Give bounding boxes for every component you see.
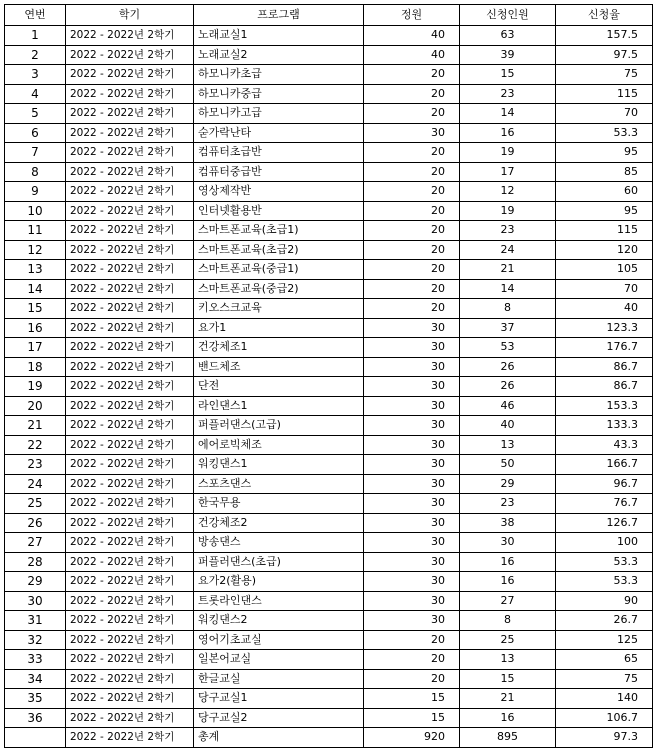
table-row [5,669,653,689]
table-row [5,513,653,533]
cell-capacity: 20 [364,65,460,85]
cell-no: 26 [5,513,66,533]
cell-term: 2022 - 2022년 2학기 [66,143,194,163]
cell-no: 3 [5,65,66,85]
cell-applicants: 15 [460,669,556,689]
cell-capacity: 20 [364,201,460,221]
cell-rate: 40 [556,299,653,319]
cell-rate: 123.3 [556,318,653,338]
cell-capacity: 15 [364,689,460,709]
cell-program: 노래교실2 [194,45,364,65]
cell-rate: 153.3 [556,396,653,416]
cell-capacity: 920 [364,728,460,748]
cell-capacity: 20 [364,669,460,689]
cell-capacity: 30 [364,416,460,436]
cell-program: 건강체조2 [194,513,364,533]
cell-term: 2022 - 2022년 2학기 [66,45,194,65]
cell-no: 8 [5,162,66,182]
cell-program: 퍼플러댄스(초급) [194,552,364,572]
cell-program: 스마트폰교육(초급2) [194,240,364,260]
cell-rate: 95 [556,143,653,163]
cell-program: 에어로빅체조 [194,435,364,455]
cell-program: 트롯라인댄스 [194,591,364,611]
header-no: 연번 [5,5,66,26]
cell-rate: 133.3 [556,416,653,436]
header-applicants: 신청인원 [460,5,556,26]
cell-term: 2022 - 2022년 2학기 [66,182,194,202]
cell-applicants: 19 [460,143,556,163]
cell-term: 2022 - 2022년 2학기 [66,591,194,611]
cell-program: 노래교실1 [194,26,364,46]
cell-term: 2022 - 2022년 2학기 [66,669,194,689]
cell-rate: 53.3 [556,572,653,592]
cell-capacity: 30 [364,513,460,533]
table-row [5,377,653,397]
enrollment-table [4,4,653,748]
cell-capacity: 30 [364,552,460,572]
cell-term: 2022 - 2022년 2학기 [66,357,194,377]
cell-applicants: 40 [460,416,556,436]
cell-rate: 125 [556,630,653,650]
cell-term: 2022 - 2022년 2학기 [66,513,194,533]
cell-rate: 60 [556,182,653,202]
cell-program: 당구교실1 [194,689,364,709]
table-row [5,318,653,338]
cell-capacity: 20 [364,84,460,104]
cell-no: 28 [5,552,66,572]
cell-rate: 90 [556,591,653,611]
cell-no: 17 [5,338,66,358]
cell-applicants: 16 [460,123,556,143]
table-row [5,494,653,514]
table-row [5,591,653,611]
cell-capacity: 20 [364,104,460,124]
cell-applicants: 16 [460,708,556,728]
cell-applicants: 14 [460,104,556,124]
cell-program: 일본어교실 [194,650,364,670]
cell-program: 인터넷활용반 [194,201,364,221]
cell-term: 2022 - 2022년 2학기 [66,630,194,650]
cell-rate: 65 [556,650,653,670]
cell-term: 2022 - 2022년 2학기 [66,162,194,182]
cell-term: 2022 - 2022년 2학기 [66,240,194,260]
cell-rate: 106.7 [556,708,653,728]
table-row [5,572,653,592]
cell-applicants: 23 [460,221,556,241]
cell-no: 12 [5,240,66,260]
table-row [5,611,653,631]
cell-program: 방송댄스 [194,533,364,553]
cell-no: 25 [5,494,66,514]
cell-no: 23 [5,455,66,475]
cell-capacity: 40 [364,26,460,46]
cell-capacity: 20 [364,260,460,280]
cell-term: 2022 - 2022년 2학기 [66,318,194,338]
cell-applicants: 30 [460,533,556,553]
cell-term: 2022 - 2022년 2학기 [66,572,194,592]
cell-program: 하모니카중급 [194,84,364,104]
table-row [5,338,653,358]
cell-no: 24 [5,474,66,494]
cell-applicants: 895 [460,728,556,748]
cell-applicants: 25 [460,630,556,650]
cell-program: 하모니카초급 [194,65,364,85]
cell-rate: 97.5 [556,45,653,65]
cell-no: 9 [5,182,66,202]
table-row [5,240,653,260]
cell-term: 2022 - 2022년 2학기 [66,279,194,299]
cell-program: 스마트폰교육(초급1) [194,221,364,241]
cell-program: 컴퓨터초급반 [194,143,364,163]
cell-capacity: 20 [364,279,460,299]
table-row [5,260,653,280]
cell-applicants: 13 [460,435,556,455]
cell-program: 하모니카고급 [194,104,364,124]
cell-term: 2022 - 2022년 2학기 [66,435,194,455]
cell-capacity: 20 [364,630,460,650]
cell-rate: 53.3 [556,552,653,572]
cell-no: 31 [5,611,66,631]
cell-term: 2022 - 2022년 2학기 [66,455,194,475]
table-row [5,533,653,553]
cell-term: 2022 - 2022년 2학기 [66,689,194,709]
cell-capacity: 20 [364,143,460,163]
cell-program: 숟가락난타 [194,123,364,143]
cell-rate: 120 [556,240,653,260]
cell-applicants: 16 [460,572,556,592]
cell-rate: 96.7 [556,474,653,494]
cell-applicants: 17 [460,162,556,182]
cell-no: 16 [5,318,66,338]
cell-applicants: 46 [460,396,556,416]
cell-term: 2022 - 2022년 2학기 [66,104,194,124]
cell-no: 34 [5,669,66,689]
cell-program: 한글교실 [194,669,364,689]
table-row [5,201,653,221]
cell-capacity: 20 [364,221,460,241]
cell-capacity: 30 [364,611,460,631]
cell-applicants: 50 [460,455,556,475]
cell-no: 35 [5,689,66,709]
cell-no: 6 [5,123,66,143]
cell-program: 건강체조1 [194,338,364,358]
cell-term: 2022 - 2022년 2학기 [66,123,194,143]
cell-no: 21 [5,416,66,436]
cell-applicants: 8 [460,611,556,631]
table-row [5,84,653,104]
table-row [5,65,653,85]
cell-rate: 95 [556,201,653,221]
cell-program: 단전 [194,377,364,397]
cell-applicants: 29 [460,474,556,494]
cell-capacity: 20 [364,240,460,260]
table-row [5,396,653,416]
cell-term: 2022 - 2022년 2학기 [66,26,194,46]
cell-no: 32 [5,630,66,650]
cell-rate: 105 [556,260,653,280]
cell-applicants: 13 [460,650,556,670]
cell-term: 2022 - 2022년 2학기 [66,221,194,241]
cell-applicants: 14 [460,279,556,299]
cell-no: 19 [5,377,66,397]
cell-term: 2022 - 2022년 2학기 [66,396,194,416]
cell-term: 2022 - 2022년 2학기 [66,377,194,397]
cell-rate: 115 [556,84,653,104]
cell-rate: 97.3 [556,728,653,748]
cell-rate: 100 [556,533,653,553]
cell-capacity: 40 [364,45,460,65]
cell-capacity: 30 [364,377,460,397]
cell-applicants: 26 [460,357,556,377]
cell-program: 퍼플러댄스(고급) [194,416,364,436]
cell-program: 영어기초교실 [194,630,364,650]
cell-term: 2022 - 2022년 2학기 [66,338,194,358]
header-term: 학기 [66,5,194,26]
cell-no: 30 [5,591,66,611]
cell-term: 2022 - 2022년 2학기 [66,474,194,494]
cell-rate: 75 [556,65,653,85]
table-row [5,650,653,670]
cell-rate: 26.7 [556,611,653,631]
table-row [5,162,653,182]
table-row [5,104,653,124]
cell-applicants: 37 [460,318,556,338]
cell-applicants: 53 [460,338,556,358]
cell-applicants: 15 [460,65,556,85]
cell-rate: 86.7 [556,357,653,377]
cell-applicants: 63 [460,26,556,46]
cell-capacity: 30 [364,494,460,514]
cell-program: 한국무용 [194,494,364,514]
cell-program: 스포츠댄스 [194,474,364,494]
table-row [5,416,653,436]
cell-capacity: 15 [364,708,460,728]
cell-capacity: 20 [364,182,460,202]
table-row [5,689,653,709]
cell-rate: 75 [556,669,653,689]
cell-no: 13 [5,260,66,280]
cell-no: 33 [5,650,66,670]
cell-term: 2022 - 2022년 2학기 [66,728,194,748]
table-row [5,279,653,299]
cell-term: 2022 - 2022년 2학기 [66,416,194,436]
cell-capacity: 30 [364,455,460,475]
cell-capacity: 30 [364,338,460,358]
cell-term: 2022 - 2022년 2학기 [66,201,194,221]
cell-term: 2022 - 2022년 2학기 [66,260,194,280]
cell-no: 1 [5,26,66,46]
cell-program: 당구교실2 [194,708,364,728]
cell-capacity: 30 [364,533,460,553]
table-row [5,552,653,572]
cell-program: 워킹댄스2 [194,611,364,631]
table-row [5,123,653,143]
cell-no: 36 [5,708,66,728]
cell-capacity: 30 [364,396,460,416]
cell-rate: 157.5 [556,26,653,46]
cell-capacity: 30 [364,591,460,611]
cell-no: 18 [5,357,66,377]
cell-term: 2022 - 2022년 2학기 [66,552,194,572]
cell-capacity: 30 [364,572,460,592]
table-row [5,435,653,455]
table-row [5,26,653,46]
cell-rate: 86.7 [556,377,653,397]
table-row [5,299,653,319]
cell-capacity: 30 [364,357,460,377]
cell-program: 키오스크교육 [194,299,364,319]
cell-no: 7 [5,143,66,163]
table-row [5,221,653,241]
cell-rate: 176.7 [556,338,653,358]
table-row [5,143,653,163]
cell-program: 요가2(활용) [194,572,364,592]
cell-applicants: 24 [460,240,556,260]
cell-applicants: 27 [460,591,556,611]
cell-rate: 43.3 [556,435,653,455]
cell-program: 스마트폰교육(중급1) [194,260,364,280]
cell-term: 2022 - 2022년 2학기 [66,650,194,670]
cell-rate: 76.7 [556,494,653,514]
cell-no: 22 [5,435,66,455]
cell-no: 29 [5,572,66,592]
cell-program: 영상제작반 [194,182,364,202]
cell-program: 라인댄스1 [194,396,364,416]
cell-capacity: 20 [364,650,460,670]
cell-capacity: 20 [364,299,460,319]
table-row [5,182,653,202]
cell-term: 2022 - 2022년 2학기 [66,299,194,319]
cell-applicants: 21 [460,260,556,280]
cell-term: 2022 - 2022년 2학기 [66,533,194,553]
cell-no: 20 [5,396,66,416]
header-rate: 신청율 [556,5,653,26]
cell-term: 2022 - 2022년 2학기 [66,494,194,514]
table-row [5,708,653,728]
cell-applicants: 23 [460,84,556,104]
header-row [5,5,653,26]
cell-rate: 140 [556,689,653,709]
header-program: 프로그램 [194,5,364,26]
cell-applicants: 39 [460,45,556,65]
cell-rate: 70 [556,104,653,124]
cell-rate: 70 [556,279,653,299]
cell-rate: 115 [556,221,653,241]
table-body [5,26,653,748]
table-row [5,474,653,494]
cell-no: 14 [5,279,66,299]
cell-program: 요가1 [194,318,364,338]
cell-program: 총계 [194,728,364,748]
cell-capacity: 30 [364,123,460,143]
cell-rate: 126.7 [556,513,653,533]
cell-capacity: 30 [364,435,460,455]
cell-applicants: 8 [460,299,556,319]
cell-capacity: 30 [364,318,460,338]
cell-program: 스마트폰교육(중급2) [194,279,364,299]
cell-term: 2022 - 2022년 2학기 [66,708,194,728]
header-capacity: 정원 [364,5,460,26]
cell-term: 2022 - 2022년 2학기 [66,611,194,631]
cell-no: 11 [5,221,66,241]
cell-applicants: 23 [460,494,556,514]
cell-no: 4 [5,84,66,104]
cell-capacity: 20 [364,162,460,182]
cell-rate: 53.3 [556,123,653,143]
cell-no: 27 [5,533,66,553]
cell-applicants: 21 [460,689,556,709]
cell-term: 2022 - 2022년 2학기 [66,65,194,85]
cell-capacity: 30 [364,474,460,494]
cell-no: 10 [5,201,66,221]
cell-rate: 166.7 [556,455,653,475]
cell-program: 컴퓨터중급반 [194,162,364,182]
cell-no: 2 [5,45,66,65]
table-row [5,357,653,377]
table-row [5,455,653,475]
cell-applicants: 26 [460,377,556,397]
cell-no [5,728,66,748]
cell-program: 워킹댄스1 [194,455,364,475]
table-row [5,45,653,65]
table-row [5,630,653,650]
cell-no: 15 [5,299,66,319]
cell-applicants: 38 [460,513,556,533]
cell-no: 5 [5,104,66,124]
cell-program: 밴드체조 [194,357,364,377]
cell-term: 2022 - 2022년 2학기 [66,84,194,104]
total-row [5,728,653,748]
cell-applicants: 12 [460,182,556,202]
cell-applicants: 19 [460,201,556,221]
cell-rate: 85 [556,162,653,182]
cell-applicants: 16 [460,552,556,572]
